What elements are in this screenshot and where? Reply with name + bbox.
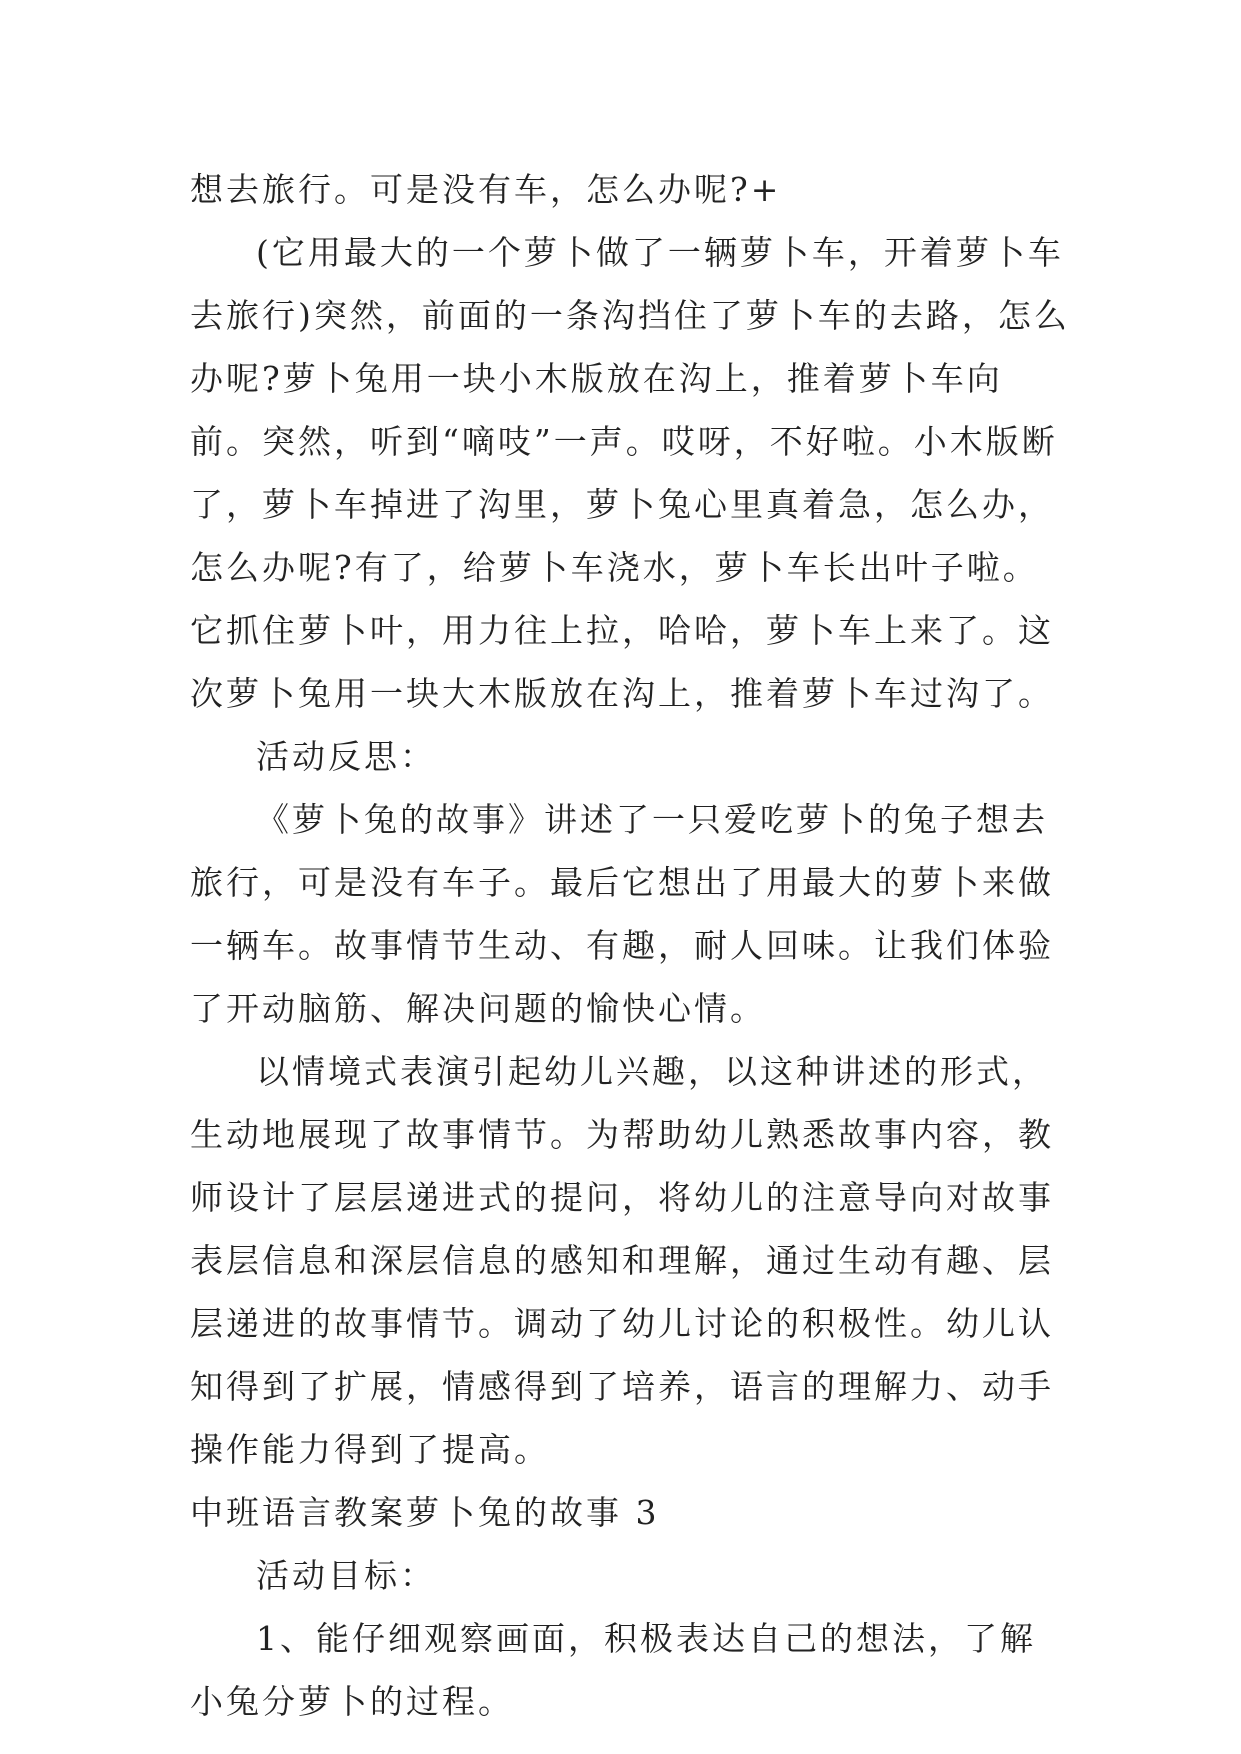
paragraph-goal-1: 1、能仔细观察画面，积极表达自己的想法，了解小兔分萝卜的过程。 bbox=[190, 1619, 1036, 1721]
paragraph-reflection-1: 《萝卜兔的故事》讲述了一只爱吃萝卜的兔子想去旅行，可是没有车子。最后它想出了用最大的萝卜来做一辆车。故事情节生动、有趣，耐人回味。让我们体验了开动脑筋、解决问题的愉快心情。 bbox=[190, 800, 1054, 1028]
section-label-reflection: 活动反思： bbox=[256, 737, 436, 776]
section-title: 中班语言教案萝卜兔的故事 3 bbox=[190, 1493, 660, 1532]
paragraph-story: (它用最大的一个萝卜做了一辆萝卜车，开着萝卜车去旅行)突然，前面的一条沟挡住了萝卜车的去路，怎么办呢?萝卜兔用一块小木版放在沟上，推着萝卜车向前。突然，听到“嘀吱”一声。哎呀，不好啦。小木版断了，萝卜车掉进了沟里，萝卜兔心里真着急，怎么办，怎么办呢?有了，给萝卜车浇水，萝卜车长出叶子啦。它抓住萝卜叶，用力往上拉，哈哈，萝卜车上来了。这次萝卜兔用一块大木版放在沟上，推着萝卜车过沟了。 bbox=[190, 233, 1070, 713]
paragraph-continuation: 想去旅行。可是没有车，怎么办呢?+ bbox=[190, 170, 782, 209]
document-body bbox=[190, 158, 1070, 1733]
paragraph-reflection-2: 以情境式表演引起幼儿兴趣，以这种讲述的形式，生动地展现了故事情节。为帮助幼儿熟悉故事内容，教师设计了层层递进式的提问，将幼儿的注意导向对故事表层信息和深层信息的感知和理解，通过生动有趣、层层递进的故事情节。调动了幼儿讨论的积极性。幼儿认知得到了扩展，情感得到了培养，语言的理解力、动手操作能力得到了提高。 bbox=[190, 1052, 1054, 1469]
section-label-goals: 活动目标： bbox=[256, 1556, 436, 1595]
